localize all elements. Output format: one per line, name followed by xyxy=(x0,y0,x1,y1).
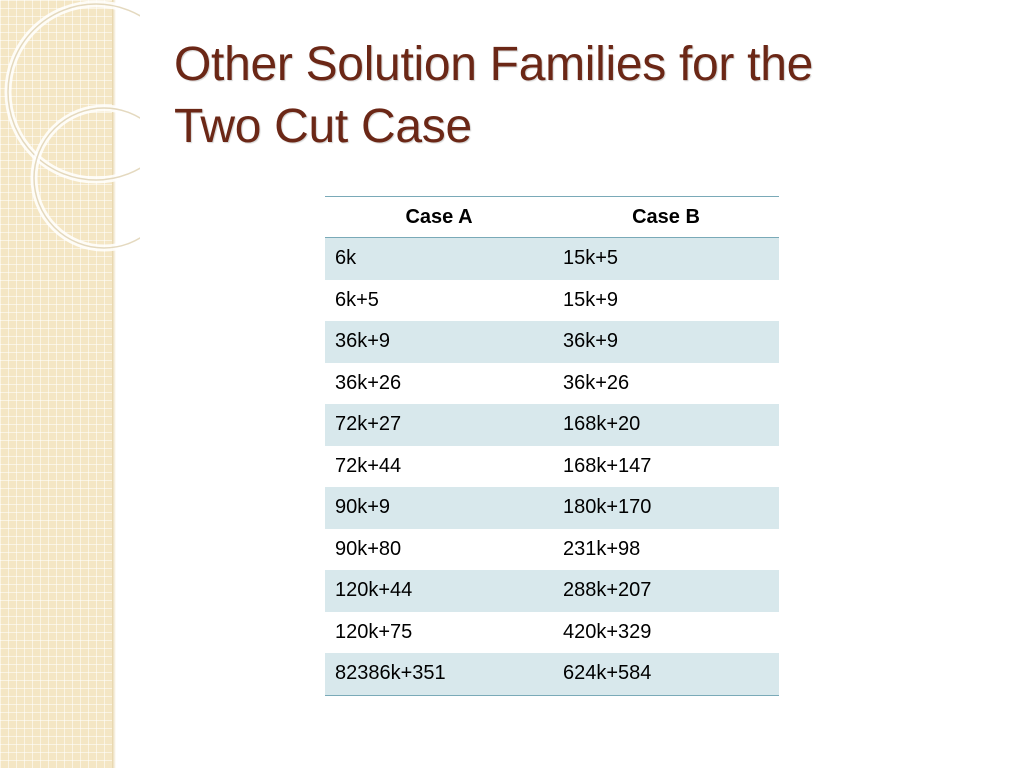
cell-case-b: 168k+147 xyxy=(563,454,652,477)
table-header-row xyxy=(325,197,779,238)
cell-case-a: 36k+9 xyxy=(335,330,391,353)
table-row xyxy=(325,570,779,612)
cell-case-a: 36k+26 xyxy=(335,371,402,394)
table-row xyxy=(325,529,779,571)
cell-case-a: 72k+44 xyxy=(335,454,402,477)
cell-case-b: 15k+9 xyxy=(563,288,619,311)
table-row xyxy=(325,446,779,488)
table-row xyxy=(325,363,779,405)
table-row xyxy=(325,321,779,363)
cell-case-a: 6k+5 xyxy=(335,288,379,311)
cell-case-a: 82386k+351 xyxy=(335,662,446,685)
cell-case-a: 120k+44 xyxy=(335,579,413,602)
table-row xyxy=(325,653,779,695)
table-row xyxy=(325,404,779,446)
cell-case-b: 36k+26 xyxy=(563,371,630,394)
title-line-2: Two Cut Case xyxy=(174,100,472,153)
cell-case-b: 231k+98 xyxy=(563,537,641,560)
cell-case-a: 72k+27 xyxy=(335,413,402,436)
header-case-a: Case A xyxy=(405,205,473,228)
cell-case-b: 168k+20 xyxy=(563,413,641,436)
solution-families-table xyxy=(325,196,779,696)
cell-case-b: 180k+170 xyxy=(563,496,652,519)
cell-case-a: 6k xyxy=(335,247,357,270)
header-case-b: Case B xyxy=(632,205,700,228)
cell-case-a: 90k+80 xyxy=(335,537,402,560)
cell-case-b: 624k+584 xyxy=(563,662,652,685)
table-row xyxy=(325,238,779,280)
table-row xyxy=(325,487,779,529)
cell-case-a: 90k+9 xyxy=(335,496,391,519)
table-row xyxy=(325,280,779,322)
cell-case-b: 36k+9 xyxy=(563,330,619,353)
solution-families-table-container xyxy=(325,196,779,696)
table-row xyxy=(325,612,779,654)
decorative-rings-icon xyxy=(0,0,140,260)
cell-case-b: 15k+5 xyxy=(563,247,619,270)
slide-title xyxy=(174,34,974,158)
cell-case-b: 420k+329 xyxy=(563,620,652,643)
cell-case-a: 120k+75 xyxy=(335,620,413,643)
cell-case-b: 288k+207 xyxy=(563,579,652,602)
title-line-1: Other Solution Families for the xyxy=(174,38,813,91)
